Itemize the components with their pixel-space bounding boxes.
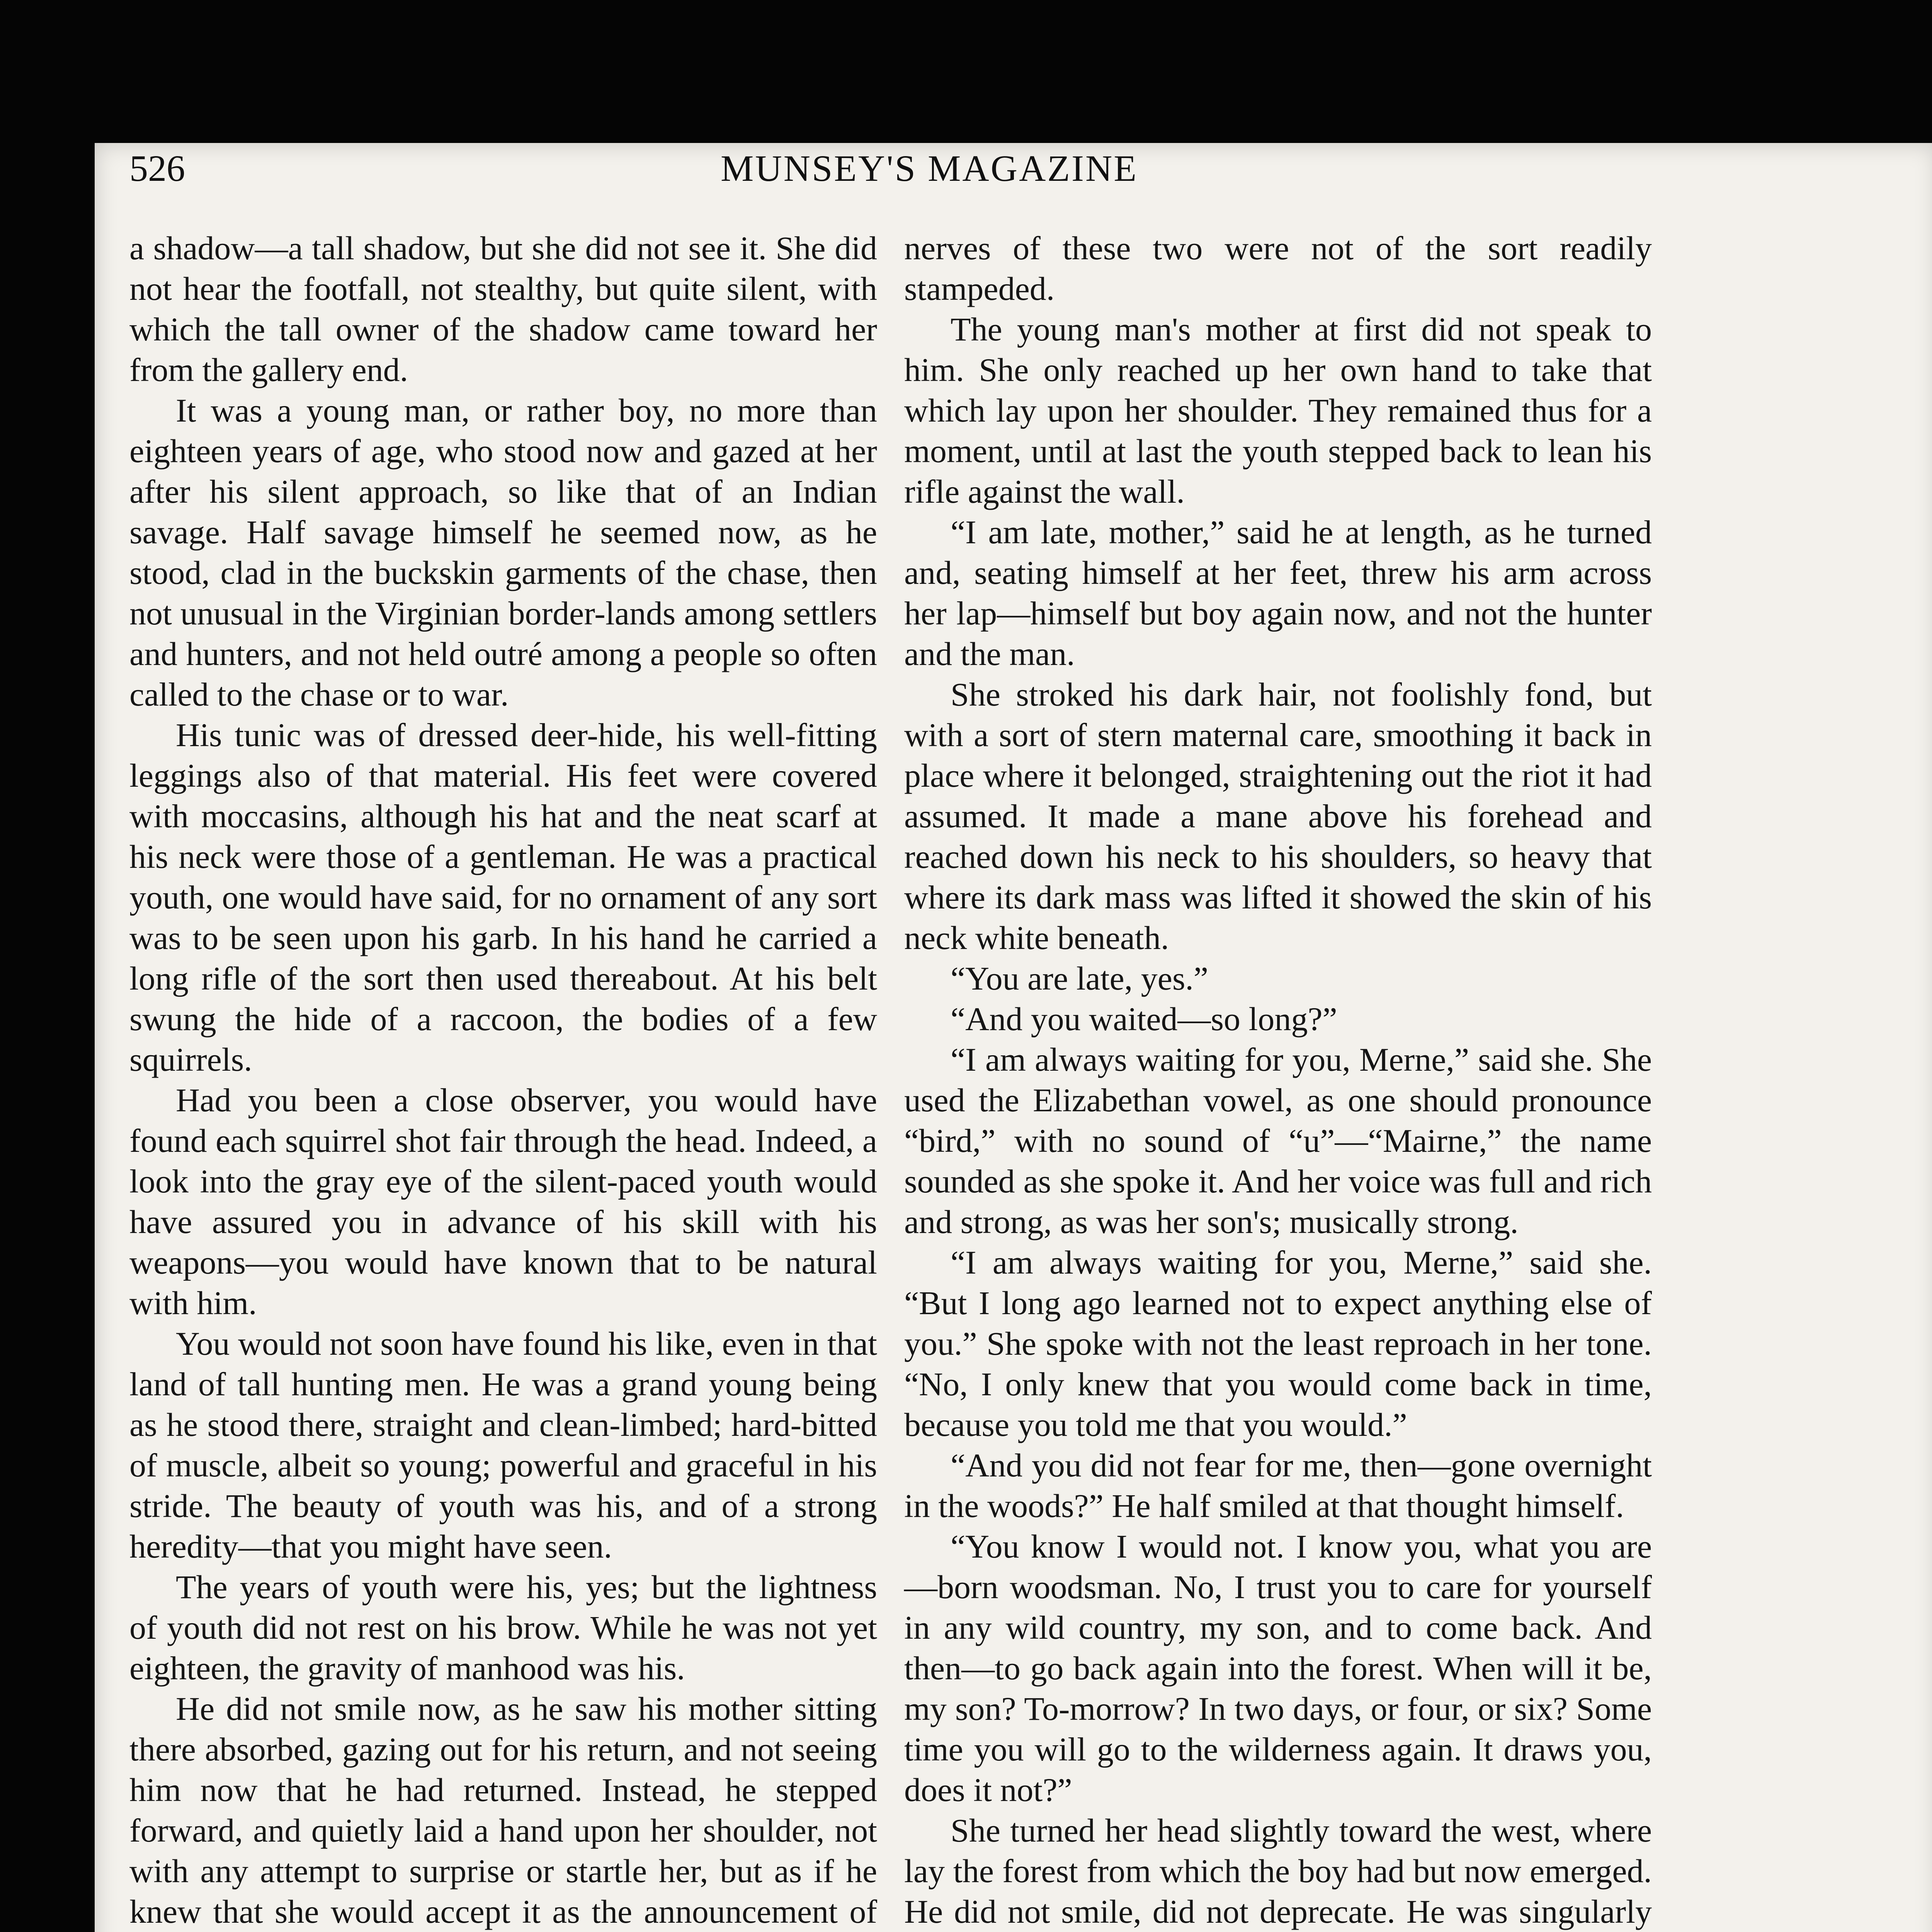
paragraph: a shadow—a tall shadow, but she did not see it. She did not hear the footfall, not stealthy, but quite silent, with which the tall owner of the shadow came toward her from the gallery end. bbox=[129, 230, 877, 388]
right-column bbox=[904, 228, 1652, 1932]
running-head: MUNSEY'S MAGAZINE bbox=[721, 148, 1138, 189]
paragraph: nerves of these two were not of the sort readily stampeded. bbox=[904, 230, 1652, 307]
paragraph: She stroked his dark hair, not foolishly fond, but with a sort of stern maternal care, smoothing it back in place where it belonged, straightening out the riot it had assumed. It made a mane above his forehead and reached down his neck to his shoulders, so heavy that where its dark mass was lifted it showed the skin of his neck white beneath. bbox=[904, 676, 1652, 956]
paragraph: “I am always waiting for you, Merne,” said she. She used the Elizabethan vowel, as one should pronounce “bird,” with no sound of “u”—“Mairne,” the name sounded as she spoke it. And her voice was full and rich and strong, as was her son's; musically strong. bbox=[904, 1041, 1652, 1240]
paragraph: “I am late, mother,” said he at length, as he turned and, seating himself at her feet, threw his arm across her lap—himself but boy again now, and not the hunter and the man. bbox=[904, 514, 1652, 672]
paragraph: “I am always waiting for you, Merne,” said she. “But I long ago learned not to expect anything else of you.” She spoke with not the least reproach in her tone. “No, I only knew that you would come back in time, because you told me that you would.” bbox=[904, 1244, 1652, 1443]
left-column bbox=[129, 228, 877, 1932]
page-header bbox=[129, 147, 1729, 197]
page-number: 526 bbox=[129, 148, 185, 189]
paragraph: The years of youth were his, yes; but the lightness of youth did not rest on his brow. While he was not yet eighteen, the gravity of manhood was his. bbox=[129, 1568, 877, 1687]
paragraph: “You are late, yes.” bbox=[951, 960, 1209, 997]
paragraph: It was a young man, or rather boy, no more than eighteen years of age, who stood now and gazed at her after his silent approach, so like that of an Indian savage. Half savage himself he seemed now, as he stood, clad in the buckskin garments of the chase, then not unusual in the Virginian border-lands among settlers and hunters, and not held outré among a people so often called to the chase or to war. bbox=[129, 392, 877, 713]
paragraph: “And you did not fear for me, then—gone overnight in the woods?” He half smiled at that thought himself. bbox=[904, 1447, 1652, 1524]
paragraph: “And you waited—so long?” bbox=[951, 1000, 1337, 1037]
paragraph: “You know I would not. I know you, what you are—born woodsman. No, I trust you to care for yourself in any wild country, my son, and to come back. And then—to go back again into the forest. When will it be, my son? To-morrow? In two days, or four, or six? Some time you will go to the wilderness again. It draws you, does it not?” bbox=[904, 1528, 1652, 1808]
paragraph: Had you been a close observer, you would have found each squirrel shot fair through the head. Indeed, a look into the gray eye of the silent-paced youth would have assured you in advance of his skill with his weapons—you would have known that to be natural with him. bbox=[129, 1082, 877, 1321]
paragraph: His tunic was of dressed deer-hide, his well-fitting leggings also of that material. His feet were covered with moccasins, although his hat and the neat scarf at his neck were those of a gentleman. He was a practical youth, one would have said, for no ornament of any sort was to be seen upon his garb. In his hand he carried a long rifle of the sort then used thereabout. At his belt swung the hide of a raccoon, the bodies of a few squirrels. bbox=[129, 716, 877, 1078]
paragraph: You would not soon have found his like, even in that land of tall hunting men. He was a grand young being as he stood there, straight and clean-limbed; hard-bitted of muscle, albeit so young; powerful and graceful in his stride. The beauty of youth was his, and of a strong heredity—that you might have seen. bbox=[129, 1325, 877, 1565]
paragraph: The young man's mother at first did not speak to him. She only reached up her own hand to take that which lay upon her shoulder. They remained thus for a moment, until at last the youth stepped back to lean his rifle against the wall. bbox=[904, 311, 1652, 510]
paragraph: She turned her head slightly toward the west, where lay the forest from which the boy had but now emerged. He did not smile, did not deprecate. He was singularly bbox=[904, 1812, 1652, 1930]
paragraph: He did not smile now, as he saw his mother sitting there absorbed, gazing out for his return, and not seeing him now that he had returned. Instead, he stepped forward, and quietly laid a hand upon her shoulder, not with any attempt to surprise or startle her, but as if he knew that she would accept it as the announcement of bbox=[129, 1690, 877, 1930]
